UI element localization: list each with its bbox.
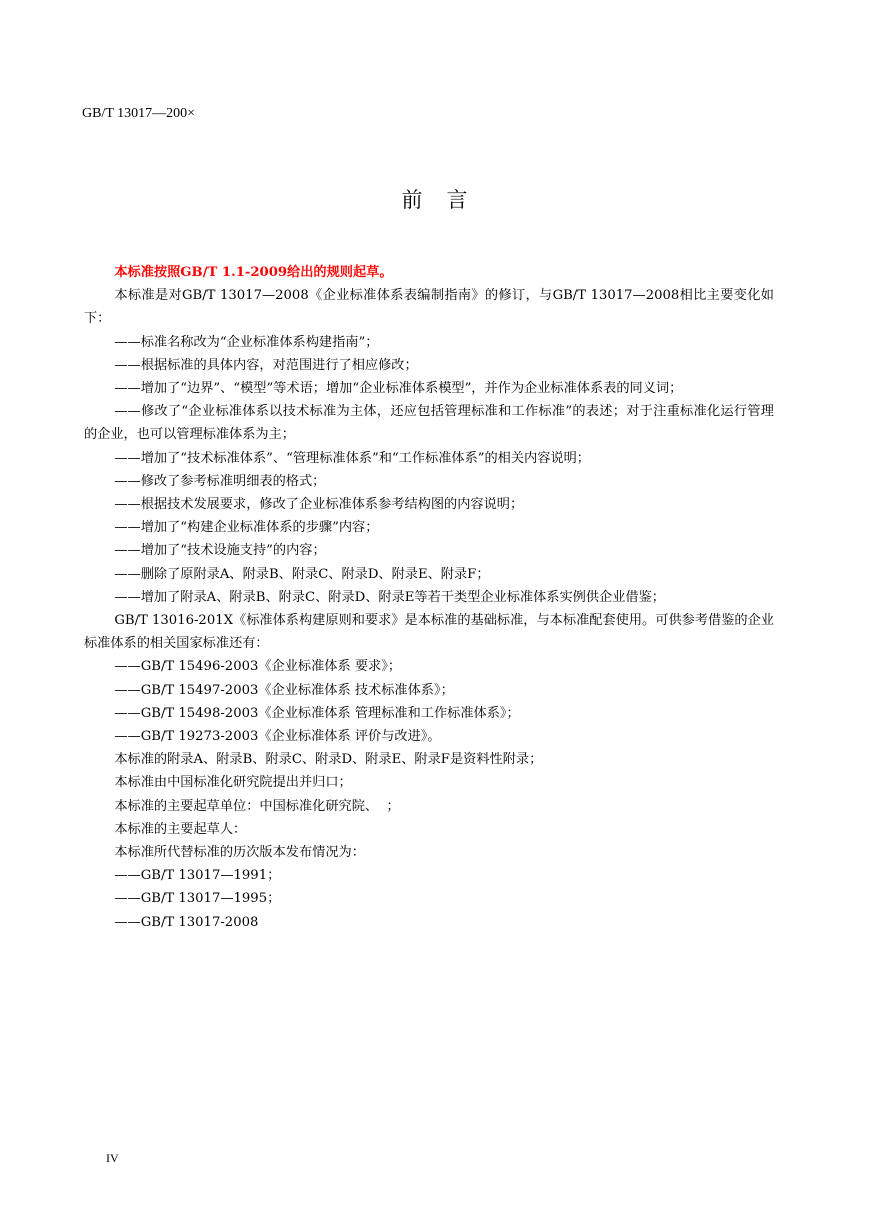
section-title: 前言 (401, 188, 492, 212)
history-item: ——GB/T 13017—1991； (114, 868, 281, 884)
foreword-body (84, 261, 774, 934)
change-item: ——增加了附录A、附录B、附录C、附录D、附录E等若干类型企业标准体系实例供企业借鉴； (114, 589, 665, 605)
drafters-statement: 本标准的主要起草人： (114, 821, 247, 837)
history-item: ——GB/T 13017—1995； (114, 891, 281, 907)
change-item: ——增加了“边界”、“模型”等术语；增加“企业标准体系模型”，并作为企业标准体系表的同义词； (114, 381, 683, 397)
change-item: ——标准名称改为“企业标准体系构建指南”； (114, 334, 379, 350)
change-item: ——增加了“技术设施支持”的内容； (114, 543, 326, 559)
drafting-rule-statement: 本标准按照GB/T 1.1-2009给出的规则起草。 (114, 265, 393, 280)
related-standard-item: ——GB/T 19273-2003《企业标准体系 评价与改进》。 (114, 729, 441, 745)
change-item: ——删除了原附录A、附录B、附录C、附录D、附录E、附录F； (114, 566, 490, 582)
page-number: IV (106, 1151, 119, 1165)
history-item: ——GB/T 13017-2008 (114, 914, 259, 930)
change-item: ——根据技术发展要求，修改了企业标准体系参考结构图的内容说明； (114, 497, 524, 513)
related-standard-item: ——GB/T 15496-2003《企业标准体系 要求》； (114, 659, 402, 675)
related-standard-item: ——GB/T 15498-2003《企业标准体系 管理标准和工作标准体系》； (114, 705, 520, 721)
standard-code-header: GB/T 13017—200× (82, 106, 196, 121)
history-intro: 本标准所代替标准的历次版本发布情况为： (114, 845, 365, 861)
change-item: ——根据标准的具体内容，对范围进行了相应修改； (114, 357, 418, 373)
proposer-statement: 本标准由中国标准化研究院提出并归口； (114, 775, 352, 791)
drafting-units-statement: 本标准的主要起草单位：中国标准化研究院、 ； (114, 798, 400, 814)
base-standard-paragraph: GB/T 13016-201X《标准体系构建原则和要求》是本标准的基础标准，与本标准配套使用。可供参考借鉴的企业标准体系的相关国家标准还有： (84, 613, 774, 652)
appendix-statement: 本标准的附录A、附录B、附录C、附录D、附录E、附录F是资料性附录； (114, 752, 543, 768)
change-item: ——增加了“构建企业标准体系的步骤”内容； (114, 520, 379, 536)
change-item: ——增加了“技术标准体系”、“管理标准体系”和“工作标准体系”的相关内容说明； (114, 450, 590, 466)
change-item: ——修改了参考标准明细表的格式； (114, 473, 326, 489)
change-item: ——修改了“企业标准体系以技术标准为主体，还应包括管理标准和工作标准”的表述；对于注重标准化运行管理的企业，也可以管理标准体系为主； (84, 404, 774, 443)
revision-intro-paragraph: 本标准是对GB/T 13017—2008《企业标准体系表编制指南》的修订，与GB/T 13017—2008相比主要变化如下： (84, 288, 774, 327)
related-standard-item: ——GB/T 15497-2003《企业标准体系 技术标准体系》； (114, 682, 454, 698)
